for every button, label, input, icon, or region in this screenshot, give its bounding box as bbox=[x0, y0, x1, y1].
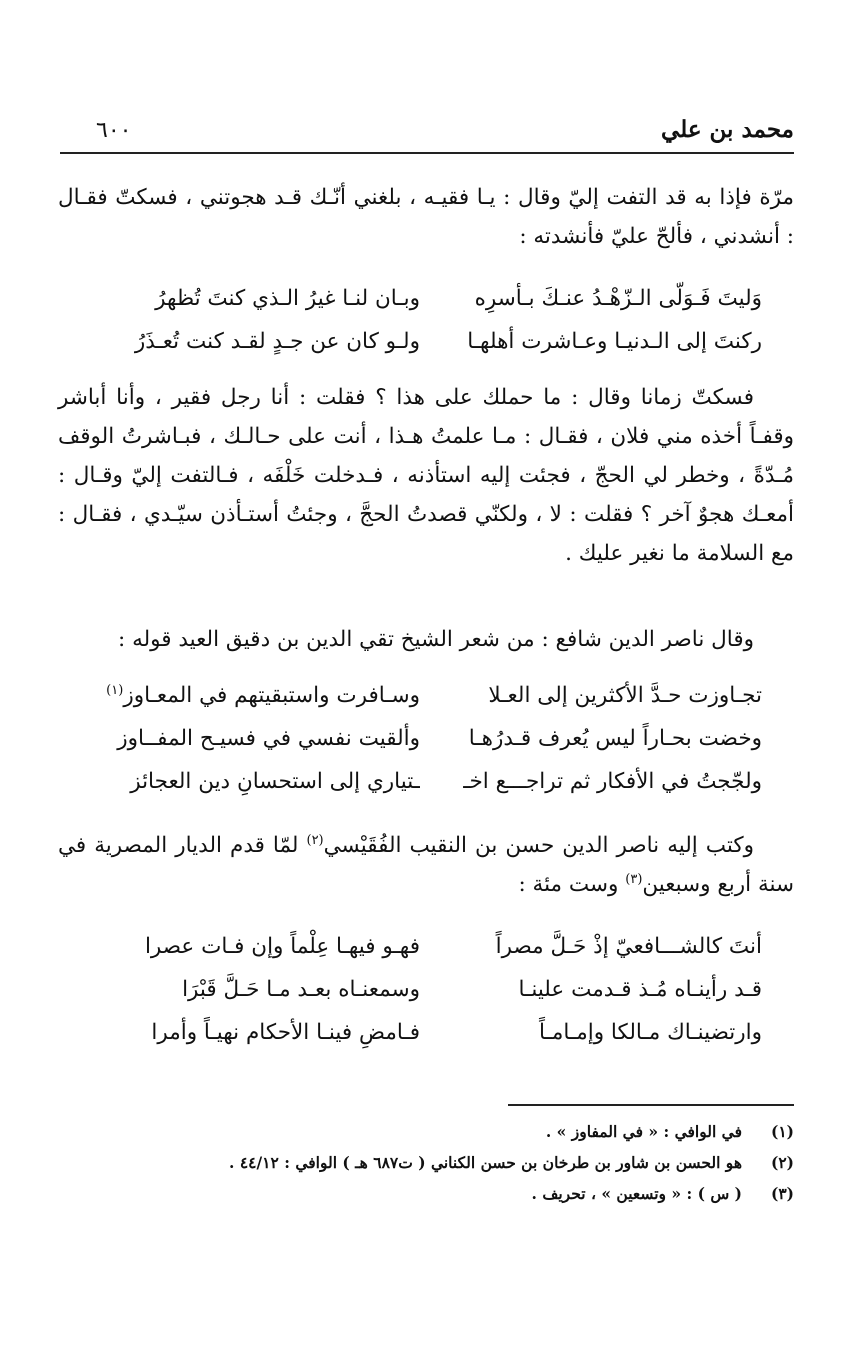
paragraph-text: وست مئة : bbox=[518, 872, 626, 897]
footnote bbox=[60, 1184, 794, 1215]
verse-line bbox=[90, 968, 762, 1011]
verse-second-half: وسمعنـاه بعـد مـا حَـلَّ قَبْرَا bbox=[182, 977, 420, 1002]
verse-line bbox=[90, 320, 762, 363]
verse-second-half: ـتياري إلى استحسانِ دين العجائز bbox=[130, 769, 420, 794]
footnote-ref-2: (٢) bbox=[306, 832, 324, 848]
verse-line bbox=[90, 760, 762, 803]
poem-2 bbox=[90, 674, 762, 803]
poem-3 bbox=[90, 925, 762, 1054]
verse-second-half: فـامضِ فينـا الأحكام نهيـاً وأمرا bbox=[151, 1020, 420, 1045]
verse-first-half: ولجّجتُ في الأفكار ثم تراجـــع اخـ bbox=[463, 769, 762, 794]
verse-first-half: ركنتَ إلى الـدنيـا وعـاشرت أهلهـا bbox=[467, 329, 762, 354]
footnote-ref-1: (١) bbox=[106, 682, 124, 698]
paragraph-3: وقال ناصر الدين شافع : من شعر الشيخ تقي الدين بن دقيق العيد قوله : bbox=[118, 627, 754, 652]
paragraph-text: لمّا قدم الديار المصرية في سنة أربع وسبعين bbox=[58, 833, 794, 897]
verse-first-half: وارتضينـاك مـالكا وإمـامـاً bbox=[538, 1020, 762, 1045]
verse-second-half: وألقيت نفسي في فسيـح المفــاوز bbox=[117, 726, 420, 751]
verse-first-half: وخضت بحـاراً ليس يُعرف قـدرُهـا bbox=[468, 726, 762, 751]
footnote-number: (٢) bbox=[770, 1153, 794, 1172]
footnote-text: ( س ) : « وتسعين » ، تحريف . bbox=[531, 1184, 742, 1203]
running-title: محمد بن علي bbox=[661, 116, 794, 143]
paragraph-1: مرّة فإذا به قد التفت إليّ وقال : يـا فقيـه ، بلغني أنّـك قـد هجوتني ، فسكتّ فقـال : أنشدني ، فألحّ عليّ فأنشدته : bbox=[58, 185, 794, 249]
poem-1 bbox=[90, 277, 762, 363]
verse-first-half: وَليتَ فَـوَلّى الـزّهْـدُ عنـكَ بـأسرِه bbox=[474, 286, 762, 311]
verse-line bbox=[90, 674, 762, 717]
page-header bbox=[60, 112, 794, 154]
footnote-number: (١) bbox=[770, 1122, 794, 1141]
footnote-text: هو الحسن بن شاور بن طرخان بن حسن الكناني ( ت٦٨٧ هـ ) الوافي : ٤٤/١٢ . bbox=[229, 1153, 742, 1172]
footnote-ref-3: (٣) bbox=[625, 871, 643, 887]
footnotes bbox=[60, 1122, 794, 1215]
footnote-number: (٣) bbox=[770, 1184, 794, 1203]
paragraph-2: فسكتّ زمانا وقال : ما حملك على هذا ؟ فقلت : أنا رجل فقير ، وأنا أباشر وقفـاً أخذه مني فلان ، فقـال : مـا علمتُ هـذا ، أنت على حـالـك ، فبـاشرتُ الوقف مُـدّةً ، وخطر لي الحجّ ، فجئت إليه استأذنه ، فـدخلت خَلْفَه ، فـالتفت إليّ وقـال : أمعـك هجوٌ آخر ؟ فقلت : لا ، ولكنّي قصدتُ الحجَّ ، وجئتُ أستـأذن سيّـدي ، فقـال : مع السلامة ما نغير عليك . bbox=[58, 385, 794, 566]
footnote bbox=[60, 1153, 794, 1184]
verse-line bbox=[90, 1011, 762, 1054]
footnote bbox=[60, 1122, 794, 1153]
paragraph-4 bbox=[58, 826, 794, 904]
verse-line bbox=[90, 925, 762, 968]
verse-second-half: وبـان لنـا غيرُ الـذي كنتَ تُظهرُ bbox=[155, 286, 420, 311]
footnote-text: في الوافي : « في المفاوز » . bbox=[545, 1122, 742, 1141]
footnote-divider bbox=[508, 1104, 794, 1106]
verse-second-half: ولـو كان عن جـدٍ لقـد كنت تُعـذَرُ bbox=[134, 329, 420, 354]
verse-second-half bbox=[90, 674, 420, 717]
verse-line bbox=[90, 277, 762, 320]
verse-second-half: فهـو فيهـا عِلْماً وإن فـات عصرا bbox=[144, 934, 420, 959]
paragraph-text: وكتب إليه ناصر الدين حسن بن النقيب الفُقَيْسي bbox=[323, 833, 754, 858]
verse-first-half: قـد رأينـاه مُـذ قـدمت علينـا bbox=[518, 977, 762, 1002]
verse-text: وسـافرت واستبقيتهم في المعـاوز bbox=[123, 683, 420, 708]
verse-first-half: أنتَ كالشـــافعيّ إذْ حَـلَّ مصراً bbox=[495, 934, 762, 959]
verse-line bbox=[90, 717, 762, 760]
page-number: ٦٠٠ bbox=[96, 118, 132, 143]
verse-first-half: تجـاوزت حـدَّ الأكثرين إلى العـلا bbox=[488, 683, 762, 708]
